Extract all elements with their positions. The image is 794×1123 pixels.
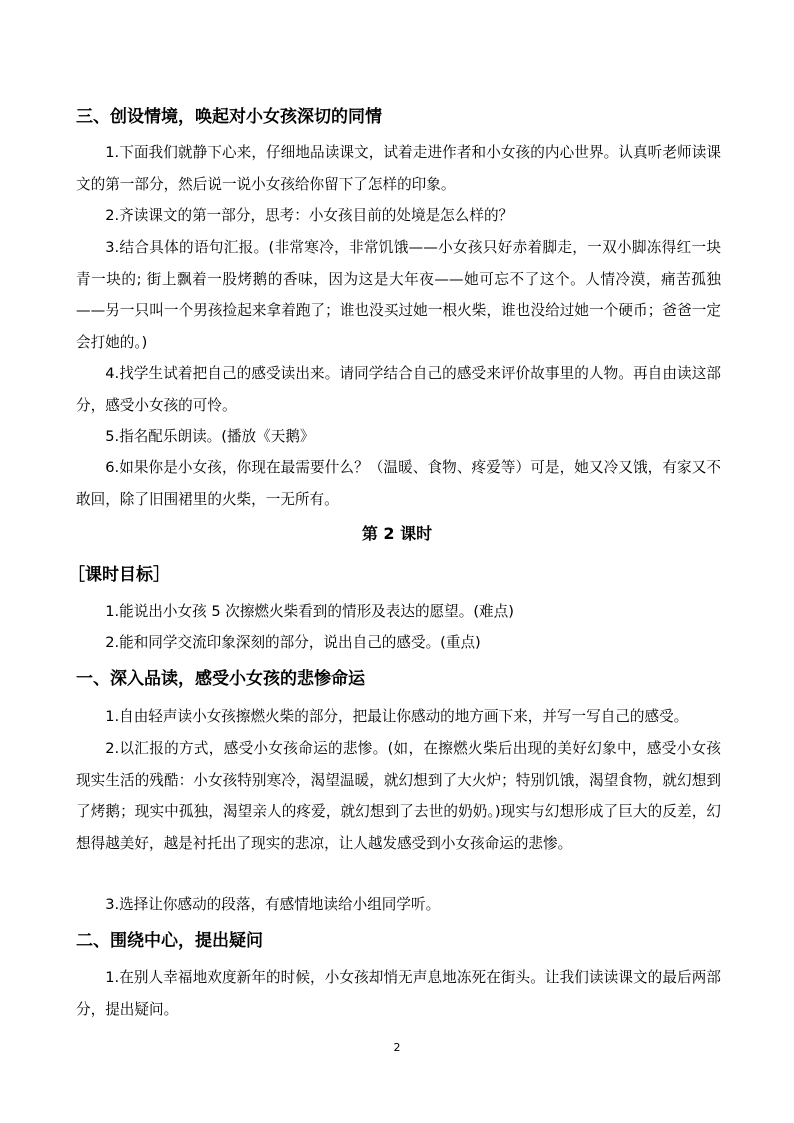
paragraph-s2-1: 1.在别人幸福地欢度新年的时候，小女孩却悄无声息地冻死在街头。让我们读读课文的最后两部分，提出疑问。 [76,969,721,1018]
paragraph-s3-2: 2.齐读课文的第一部分，思考：小女孩目前的处境是怎么样的？ [105,207,514,224]
paragraph-s3-4: 4.找学生试着把自己的感受读出来。请同学结合自己的感受来评价故事里的人物。再自由读这部分，感受小女孩的可怜。 [76,365,721,414]
section-heading-3: 三、创设情境，唤起对小女孩深切的同情 [76,107,382,127]
paragraph-s3-6: 6.如果你是小女孩，你现在最需要什么？（温暖、食物、疼爱等）可是，她又冷又饿，有家又不敢回，除了旧围裙里的火柴，一无所有。 [76,459,721,508]
section-heading-2: 二、围绕中心，提出疑问 [76,931,263,951]
goal-1: 1.能说出小女孩 5 次擦燃火柴看到的情形及表达的愿望。(难点) [105,603,514,620]
goal-2: 2.能和同学交流印象深刻的部分，说出自己的感受。(重点) [105,634,481,651]
lesson-goals-heading: ［课时目标］ [68,565,170,585]
page-number: 2 [393,1041,401,1054]
section-heading-1: 一、深入品读，感受小女孩的悲惨命运 [76,669,365,689]
paragraph-s1-3: 3.选择让你感动的段落，有感情地读给小组同学听。 [105,896,441,913]
lesson-title: 第 2 课时 [361,524,433,543]
paragraph-s1-1: 1.自由轻声读小女孩擦燃火柴的部分，把最让你感动的地方画下来，并写一写自己的感受。 [105,708,689,725]
paragraph-s1-2: 2.以汇报的方式，感受小女孩命运的悲惨。(如，在擦燃火柴后出现的美好幻象中，感受小女孩现实生活的残酷：小女孩特别寒冷，渴望温暖，就幻想到了大火炉；特别饥饿，渴望食物，就幻想到了烤鹅；现实中孤独，渴望亲人的疼爱，就幻想到了去世的奶奶。)现实与幻想形成了巨大的反差，幻想得越美好，越是衬托出了现实的悲凉，让人越发感受到小女孩命运的悲惨。 [76,740,721,852]
paragraph-s3-1: 1.下面我们就静下心来，仔细地品读课文，试着走进作者和小女孩的内心世界。认真听老师读课文的第一部分，然后说一说小女孩给你留下了怎样的印象。 [76,144,721,193]
paragraph-s3-5: 5.指名配乐朗读。(播放《天鹅》 [105,428,315,445]
paragraph-s3-3: 3.结合具体的语句汇报。(非常寒冷，非常饥饿——小女孩只好赤着脚走，一双小脚冻得红一块青一块的; 街上飘着一股烤鹅的香味，因为这是大年夜——她可忘不了这个。人情冷漠，痛苦孤独——另一只叫一个男孩捡起来拿着跑了；谁也没买过她一根火柴，谁也没给过她一个硬币；爸爸一定会打她的。) [76,239,721,351]
